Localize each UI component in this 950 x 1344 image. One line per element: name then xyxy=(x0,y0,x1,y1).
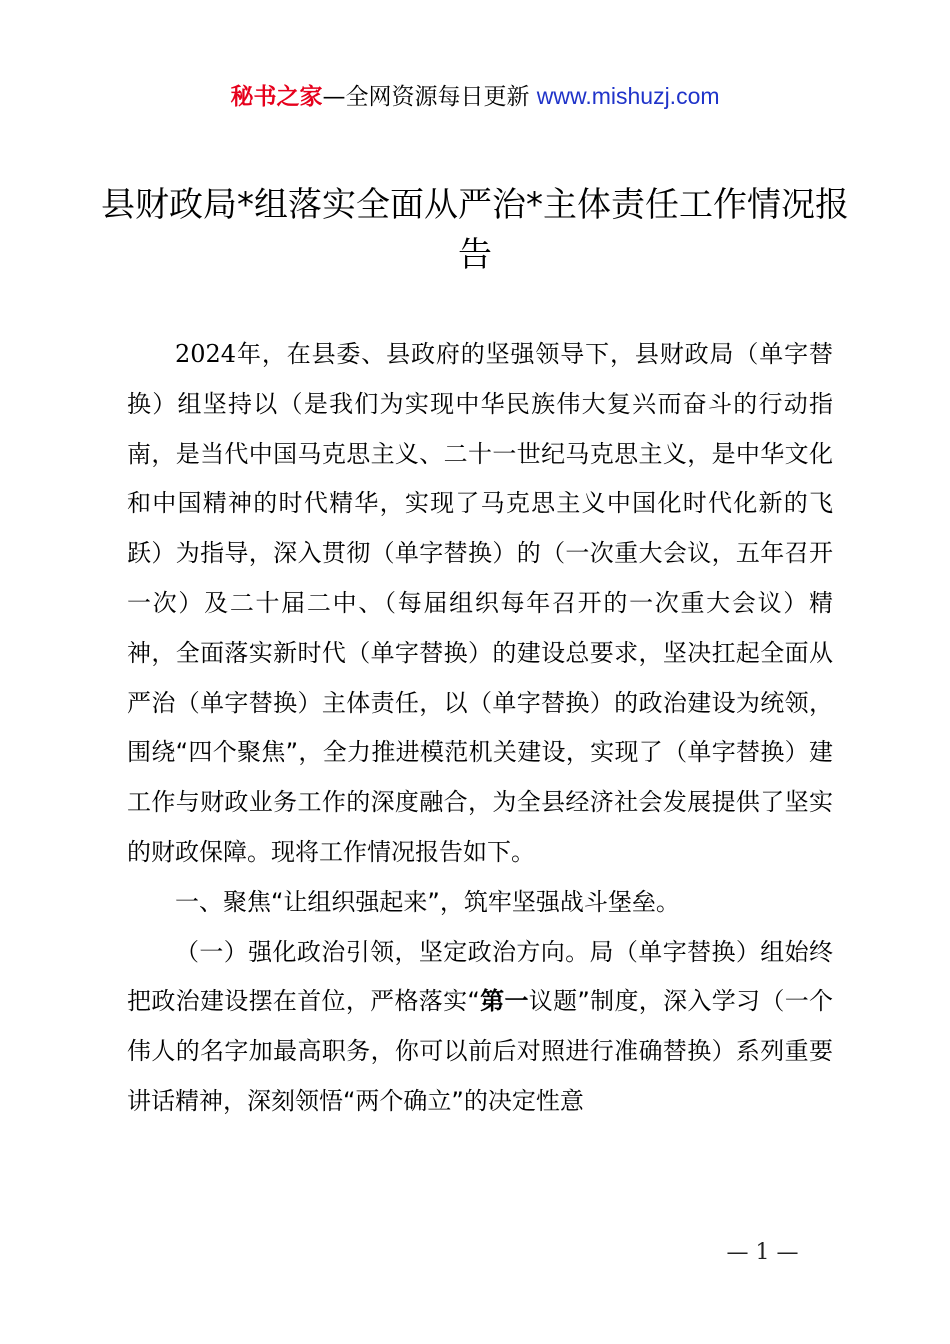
bold-phrase: 第一 xyxy=(479,987,529,1016)
section-heading: 一、聚焦“让组织强起来”，筑牢坚强战斗堡垒。 xyxy=(175,887,680,916)
report-year: 2024 xyxy=(175,340,237,368)
site-slogan: —全网资源每日更新 xyxy=(322,84,530,110)
subsection-text-start: （一）强化政治引领，坚定政治方向。局（单字替换）组始终把政治建设摆在首位，严格落实“ xyxy=(127,937,833,1016)
subsection-text-end: 议题”制度，深入学习（一个伟人的名字加最高职务，你可以前后对照进行准确替换）系列重要讲话精神，深刻领悟“两个确立”的决定性意 xyxy=(127,987,834,1115)
subsection-paragraph xyxy=(127,928,833,1127)
document-title: 县财政局*组落实全面从严治*主体责任工作情况报告 xyxy=(101,185,849,275)
intro-text: 年，在县委、县政府的坚强领导下，县财政局（单字替换）组坚持以（是我们为实现中华民族伟大复兴而奋斗的行动指南，是当代中国马克思主义、二十一世纪马克思主义，是中华文化和中国精神的时代精华，实现了马克思主义中国化时代化新的飞跃）为指导，深入贯彻（单字替换）的（一次重大会议，五年召开一次）及二十届二中、（每届组织每年召开的一次重大会议）精神，全面落实新时代（单字替换）的建设总要求，坚决扛起全面从严治（单字替换）主体责任，以（单字替换）的政治建设为统领，围绕“四个聚焦”，全力推进模范机关建设，实现了（单字替换）建工作与财政业务工作的深度融合，为全县经济社会发展提供了坚实的财政保障。现将工作情况报告如下。 xyxy=(127,340,833,866)
site-url-link[interactable]: www.mishuzj.com xyxy=(536,83,720,109)
intro-paragraph xyxy=(127,330,833,878)
site-brand: 秘书之家 xyxy=(230,84,323,110)
header-banner xyxy=(0,80,950,113)
page-number: — 1 — xyxy=(726,1240,799,1265)
document-body xyxy=(127,330,833,1127)
